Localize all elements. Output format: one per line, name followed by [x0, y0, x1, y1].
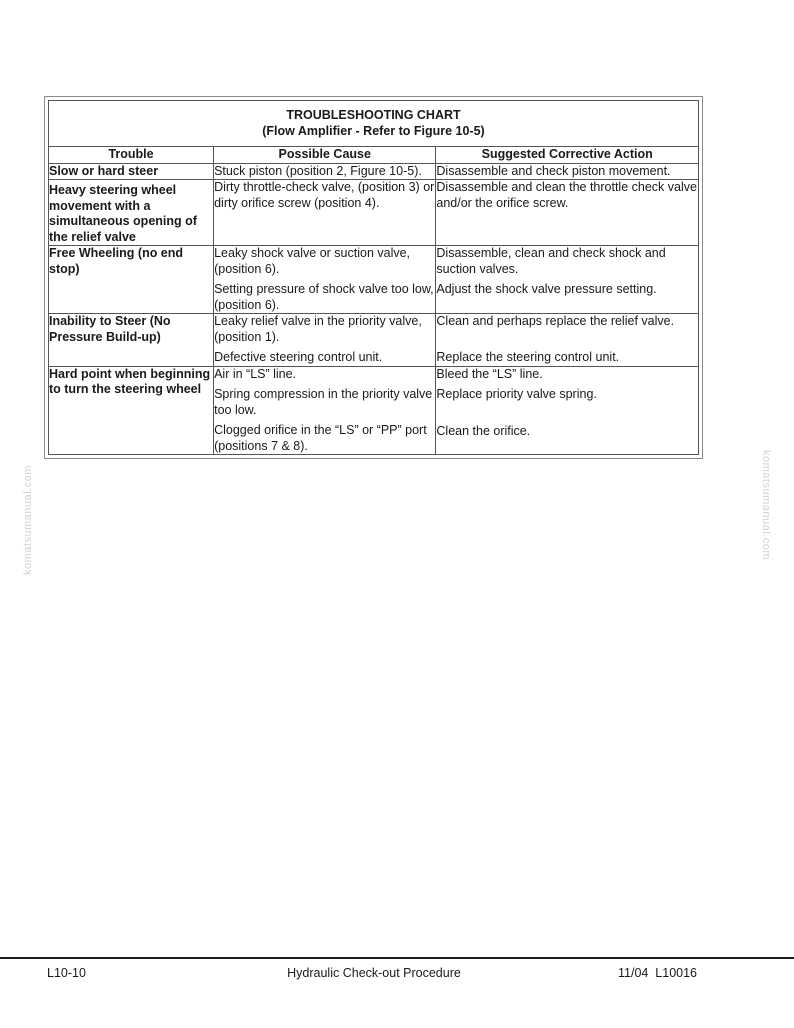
table-row [49, 366, 699, 455]
cause-cell [214, 246, 436, 314]
trouble-cell: Free Wheeling (no end stop) [49, 246, 214, 314]
column-header-trouble: Trouble [49, 147, 214, 164]
cause-item: Air in “LS” line. [214, 366, 297, 381]
action-item: Adjust the shock valve pressure setting. [436, 282, 657, 296]
watermark-left: komatsumanual.com [22, 465, 34, 575]
chart-subtitle: (Flow Amplifier - Refer to Figure 10-5) [262, 124, 485, 138]
table-row [49, 180, 699, 246]
cause-item: Stuck piston (position 2, Figure 10-5). [214, 163, 422, 178]
cause-item: Leaky relief valve in the priority valve, (position 1). [214, 314, 422, 344]
cause-item: Defective steering control unit. [214, 350, 383, 364]
cause-item: Dirty throttle-check valve, (position 3) or dirty orifice screw (position 4). [214, 180, 435, 210]
action-cell [436, 366, 699, 455]
cause-cell [214, 180, 436, 246]
table-header-row [49, 147, 699, 164]
action-item: Replace the steering control unit. [436, 349, 620, 364]
action-cell [436, 163, 699, 180]
action-item: Clean the orifice. [436, 423, 531, 438]
trouble-cell: Heavy steering wheel movement with a simultaneous opening of the relief valve [49, 180, 214, 246]
action-item: Replace priority valve spring. [436, 387, 597, 401]
footer-page-number: L10-10 [47, 966, 86, 980]
cause-item: Leaky shock valve or suction valve, (position 6). [214, 246, 411, 276]
cause-item: Setting pressure of shock valve too low, (position 6). [214, 282, 434, 312]
cause-cell [214, 366, 436, 455]
table-row [49, 163, 699, 180]
action-item: Bleed the “LS” line. [436, 366, 543, 381]
action-spacer [436, 335, 698, 350]
action-cell [436, 314, 699, 367]
table-row [49, 314, 699, 367]
cause-cell [214, 163, 436, 180]
cause-item: Spring compression in the priority valve too low. [214, 387, 433, 417]
action-cell [436, 180, 699, 246]
action-item: Disassemble and clean the throttle check valve and/or the orifice screw. [436, 180, 697, 210]
action-item: Disassemble, clean and check shock and suction valves. [436, 246, 666, 276]
footer-divider [0, 957, 794, 959]
trouble-cell: Inability to Steer (No Pressure Build-up) [49, 314, 214, 367]
cause-item: Clogged orifice in the “LS” or “PP” port (positions 7 & 8). [214, 423, 427, 453]
troubleshooting-chart [44, 96, 703, 459]
chart-title: TROUBLESHOOTING CHART [286, 108, 461, 122]
troubleshooting-table [48, 100, 699, 455]
column-header-corrective-action: Suggested Corrective Action [436, 147, 699, 164]
action-cell [436, 246, 699, 314]
footer-date-code: 11/04 L10016 [618, 966, 698, 980]
trouble-cell: Slow or hard steer [49, 163, 214, 180]
trouble-cell: Hard point when beginning to turn the steering wheel [49, 366, 214, 455]
action-item: Clean and perhaps replace the relief valve. [436, 314, 675, 328]
chart-title-cell [49, 101, 699, 147]
action-item: Disassemble and check piston movement. [436, 163, 671, 178]
cause-cell [214, 314, 436, 367]
column-header-possible-cause: Possible Cause [214, 147, 436, 164]
table-row [49, 246, 699, 314]
watermark-right: komatsumanual.com [760, 450, 772, 560]
footer-section-title: Hydraulic Check-out Procedure [287, 966, 461, 980]
